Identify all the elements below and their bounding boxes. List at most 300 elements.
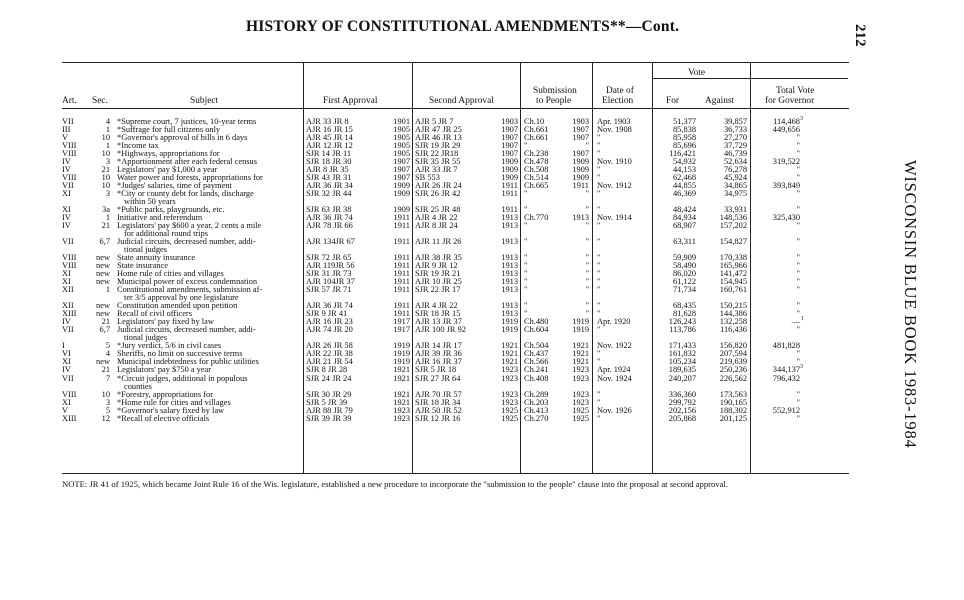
cell-sec: 3a bbox=[102, 205, 110, 215]
cell-fay: 1907 bbox=[393, 157, 410, 167]
cell-art: IV bbox=[62, 157, 71, 167]
footnote-marker: 3 bbox=[800, 116, 803, 122]
cell-fay: 1911 bbox=[393, 253, 410, 263]
cell-fa: SJR 32 JR 44 bbox=[306, 189, 352, 199]
cell-sa: AJR 16 JR 37 bbox=[415, 357, 462, 367]
cell-subject-cont: counties bbox=[124, 381, 152, 391]
cell-for: 205,868 bbox=[668, 413, 696, 423]
cell-for: 161,832 bbox=[668, 349, 696, 359]
header-total-1: Total Vote bbox=[776, 86, 815, 96]
cell-subject: *Suffrage for full citizens only bbox=[117, 125, 221, 135]
cell-for: 54,932 bbox=[672, 157, 696, 167]
cell-against: 27,270 bbox=[723, 133, 747, 143]
cell-subject: Sheriffs, no limit on successive terms bbox=[117, 349, 243, 359]
cell-suby: 1921 bbox=[572, 349, 589, 359]
cell-suby: " bbox=[585, 285, 589, 295]
cell-fa: AJR 16 JR 23 bbox=[306, 317, 353, 327]
cell-art: XI bbox=[62, 189, 71, 199]
cell-sec: 10 bbox=[101, 181, 110, 191]
cell-fa: SJR 63 JR 38 bbox=[306, 205, 352, 215]
cell-sec: 1 bbox=[105, 141, 110, 151]
cell-sub: Ch.770 bbox=[524, 213, 549, 223]
cell-for: 63,311 bbox=[673, 237, 696, 247]
cell-fay: 1905 bbox=[393, 149, 410, 159]
cell-fa: AJR 36 JR 34 bbox=[306, 181, 353, 191]
cell-against: 219,639 bbox=[719, 357, 747, 367]
cell-sec: 5 bbox=[105, 341, 110, 351]
cell-subject-cont: for additional round trips bbox=[124, 229, 208, 239]
cell-for: 61,122 bbox=[672, 277, 696, 287]
cell-art: VI bbox=[62, 349, 71, 359]
cell-art: XIII bbox=[62, 413, 77, 423]
cell-subject: *Home rule for cities and villages bbox=[117, 397, 231, 407]
cell-against: 188,302 bbox=[719, 405, 747, 415]
cell-for: 86,020 bbox=[672, 269, 696, 279]
cell-subject: Initiative and referendum bbox=[117, 213, 203, 223]
cell-subject: State annuity insurance bbox=[117, 253, 196, 263]
cell-art: VIII bbox=[62, 253, 77, 263]
cell-subject: Judicial circuits, decreased number, addi- bbox=[117, 237, 256, 247]
cell-fa: SJR 30 JR 29 bbox=[306, 389, 352, 399]
cell-say: 1909 bbox=[501, 157, 518, 167]
cell-for: 51,377 bbox=[672, 117, 696, 126]
cell-subject: Municipal indebtedness for public utilities bbox=[117, 357, 259, 367]
cell-total: " bbox=[796, 149, 800, 159]
cell-sub: " bbox=[524, 205, 528, 215]
cell-sub: Ch.270 bbox=[524, 413, 549, 423]
cell-for: 126,243 bbox=[668, 317, 696, 327]
cell-suby: 1925 bbox=[572, 413, 589, 423]
cell-fa: SJR 31 JR 73 bbox=[306, 269, 352, 279]
cell-date: Nov. 1908 bbox=[597, 125, 632, 135]
cell-sub: " bbox=[524, 141, 528, 151]
cell-say: 1913 bbox=[501, 213, 518, 223]
cell-say: 1923 bbox=[501, 365, 518, 375]
cell-suby: 1923 bbox=[572, 389, 589, 399]
cell-date: " bbox=[597, 357, 601, 367]
cell-total: 114,468 bbox=[773, 117, 800, 126]
cell-fay: 1911 bbox=[393, 213, 410, 223]
cell-sec: new bbox=[96, 309, 110, 319]
cell-date: " bbox=[597, 277, 601, 287]
cell-against: 36,733 bbox=[723, 125, 747, 135]
cell-total: " bbox=[796, 261, 800, 271]
cell-fay: 1909 bbox=[393, 205, 410, 215]
cell-date: " bbox=[597, 261, 601, 271]
cell-sec: 10 bbox=[101, 133, 110, 143]
cell-fa: AJR 74 JR 20 bbox=[306, 325, 353, 335]
cell-sa: SJR 12 JR 16 bbox=[415, 413, 461, 423]
cell-sa: AJR 50 JR 52 bbox=[415, 405, 462, 415]
cell-subject: *City or county debt for lands, discharge bbox=[117, 189, 254, 199]
cell-say: 1923 bbox=[501, 389, 518, 399]
header-against: Against bbox=[705, 96, 735, 106]
cell-fay: 1919 bbox=[393, 349, 410, 359]
cell-against: 34,975 bbox=[723, 189, 747, 199]
cell-sec: 21 bbox=[101, 317, 110, 327]
cell-date: " bbox=[597, 389, 601, 399]
cell-sub: " bbox=[524, 189, 528, 199]
cell-sub: " bbox=[524, 269, 528, 279]
cell-sub: Ch.10 bbox=[524, 117, 545, 126]
cell-for: 46,369 bbox=[672, 189, 696, 199]
cell-sub: Ch.408 bbox=[524, 373, 549, 383]
cell-say: 1909 bbox=[501, 165, 518, 175]
cell-date: Apr. 1920 bbox=[597, 317, 631, 327]
cell-sub: " bbox=[524, 277, 528, 287]
cell-art: V bbox=[62, 405, 69, 415]
cell-total: " bbox=[796, 189, 800, 199]
cell-sub: Ch.413 bbox=[524, 405, 549, 415]
cell-suby: 1911 bbox=[572, 181, 589, 191]
cell-for: 336,360 bbox=[668, 389, 696, 399]
cell-say: 1911 bbox=[501, 189, 518, 199]
cell-sa: AJR 8 JR 24 bbox=[415, 221, 458, 231]
cell-suby: " bbox=[585, 309, 589, 319]
cell-say: 1903 bbox=[501, 117, 518, 126]
cell-fa: AJR 78 JR 66 bbox=[306, 221, 353, 231]
cell-fay: 1921 bbox=[393, 397, 410, 407]
cell-date: " bbox=[597, 325, 601, 335]
cell-date: " bbox=[597, 133, 601, 143]
cell-subject: *Judges' salaries, time of payment bbox=[117, 181, 232, 191]
cell-total: — bbox=[791, 317, 800, 327]
cell-art: V bbox=[62, 133, 69, 143]
cell-fay: 1923 bbox=[393, 405, 410, 415]
cell-sa: AJR 46 JR 13 bbox=[415, 133, 462, 143]
cell-sa: SJR 22 JR18 bbox=[415, 149, 459, 159]
cell-subject: Municipal power of excess condemnation bbox=[117, 277, 258, 287]
cell-suby: 1907 bbox=[572, 125, 589, 135]
cell-against: 33,931 bbox=[723, 205, 747, 215]
cell-say: 1925 bbox=[501, 413, 518, 423]
cell-art: XI bbox=[62, 357, 71, 367]
cell-date: Apr. 1903 bbox=[597, 117, 631, 126]
cell-suby: 1907 bbox=[572, 133, 589, 143]
cell-sub: " bbox=[524, 309, 528, 319]
header-submission-2: to People bbox=[536, 96, 572, 106]
cell-fay: 1917 bbox=[393, 325, 410, 335]
cell-total: 796,432 bbox=[772, 373, 800, 383]
cell-subject-cont: tional judges bbox=[124, 245, 168, 255]
cell-suby: 1919 bbox=[572, 317, 589, 327]
cell-subject: *Governor's salary fixed by law bbox=[117, 405, 225, 415]
cell-fa: AJR 22 JR 38 bbox=[306, 349, 353, 359]
cell-art: VIII bbox=[62, 149, 77, 159]
cell-fay: 1923 bbox=[393, 413, 410, 423]
cell-sec: 6,7 bbox=[99, 325, 110, 335]
cell-art: IV bbox=[62, 165, 71, 175]
cell-subject: Water power and forests, appropriations for bbox=[117, 173, 263, 183]
cell-sec: 3 bbox=[105, 189, 110, 199]
cell-art: VII bbox=[62, 237, 74, 247]
cell-suby: " bbox=[585, 277, 589, 287]
cell-fay: 1911 bbox=[393, 309, 410, 319]
cell-total: " bbox=[796, 133, 800, 143]
cell-fay: 1919 bbox=[393, 341, 410, 351]
cell-date: " bbox=[597, 189, 601, 199]
cell-sub: " bbox=[524, 301, 528, 311]
cell-sa: AJR 14 JR 17 bbox=[415, 341, 462, 351]
page-title: HISTORY OF CONSTITUTIONAL AMENDMENTS**—Cont. bbox=[246, 18, 680, 35]
cell-date: Nov. 1922 bbox=[597, 341, 632, 351]
cell-say: 1913 bbox=[501, 301, 518, 311]
cell-fa: AJR 26 JR 58 bbox=[306, 341, 353, 351]
cell-against: 201,125 bbox=[719, 413, 747, 423]
cell-fay: 1911 bbox=[393, 237, 410, 247]
cell-total: " bbox=[796, 141, 800, 151]
header-submission-1: Submission bbox=[533, 86, 577, 96]
cell-subject: Home rule of cities and villages bbox=[117, 269, 224, 279]
cell-sa: AJR 4 JR 22 bbox=[415, 301, 458, 311]
cell-against: 141,472 bbox=[719, 269, 747, 279]
cell-total: 344,137 bbox=[772, 365, 800, 375]
cell-art: IV bbox=[62, 221, 71, 231]
cell-fa: AJR 88 JR 79 bbox=[306, 405, 353, 415]
cell-say: 1909 bbox=[501, 173, 518, 183]
cell-sub: Ch.238 bbox=[524, 149, 549, 159]
cell-date: " bbox=[597, 301, 601, 311]
cell-total: " bbox=[796, 285, 800, 295]
cell-sub: Ch.661 bbox=[524, 133, 549, 143]
cell-sec: 7 bbox=[105, 373, 110, 383]
cell-fa: AJR 36 JR 74 bbox=[306, 301, 353, 311]
cell-sa: AJR 26 JR 24 bbox=[415, 181, 462, 191]
cell-sec: 3 bbox=[105, 157, 110, 167]
cell-against: 46,739 bbox=[723, 149, 747, 159]
cell-date: Nov. 1914 bbox=[597, 213, 632, 223]
cell-fay: 1911 bbox=[393, 301, 410, 311]
cell-against: 157,202 bbox=[719, 221, 747, 231]
cell-sub: Ch.480 bbox=[524, 317, 549, 327]
cell-sa: SJR 18 JR 15 bbox=[415, 309, 461, 319]
cell-fa: SJR 39 JR 39 bbox=[306, 413, 352, 423]
cell-sa: AJR 70 JR 57 bbox=[415, 389, 462, 399]
cell-art: XI bbox=[62, 277, 71, 287]
cell-subject: Legislators' pay $1,000 a year bbox=[117, 165, 218, 175]
cell-against: 76,278 bbox=[723, 165, 747, 175]
cell-sec: 21 bbox=[101, 221, 110, 231]
cell-sec: new bbox=[96, 253, 110, 263]
cell-against: 165,966 bbox=[719, 261, 747, 271]
cell-art: VII bbox=[62, 117, 74, 126]
header-vote: Vote bbox=[688, 68, 706, 78]
cell-against: 154,827 bbox=[719, 237, 747, 247]
cell-art: IV bbox=[62, 365, 71, 375]
cell-total: " bbox=[796, 325, 800, 335]
cell-total: " bbox=[796, 301, 800, 311]
cell-subject: Constitution amended upon petition bbox=[117, 301, 238, 311]
cell-against: 132,258 bbox=[719, 317, 747, 327]
cell-subject: *Jury verdict, 5/6 in civil cases bbox=[117, 341, 222, 351]
cell-for: 85,838 bbox=[672, 125, 696, 135]
page-number: 212 bbox=[852, 24, 868, 47]
cell-total: " bbox=[796, 397, 800, 407]
cell-against: 173,563 bbox=[719, 389, 747, 399]
cell-subject-cont: ter 3/5 approval by one legislature bbox=[124, 293, 239, 303]
cell-date: " bbox=[597, 149, 601, 159]
cell-sub: Ch.437 bbox=[524, 349, 549, 359]
cell-date: " bbox=[597, 173, 601, 183]
cell-say: 1923 bbox=[501, 373, 518, 383]
cell-sub: Ch.566 bbox=[524, 357, 549, 367]
cell-sec: 3 bbox=[105, 397, 110, 407]
cell-fay: 1911 bbox=[393, 277, 410, 287]
cell-total: 393,849 bbox=[772, 181, 800, 191]
cell-suby: 1907 bbox=[572, 149, 589, 159]
cell-total: " bbox=[796, 205, 800, 215]
cell-fa: AJR 33 JR 8 bbox=[306, 117, 349, 126]
cell-say: 1913 bbox=[501, 277, 518, 287]
cell-date: Nov. 1912 bbox=[597, 181, 632, 191]
cell-sec: 10 bbox=[101, 149, 110, 159]
cell-sub: Ch.604 bbox=[524, 325, 549, 335]
cell-total: " bbox=[796, 237, 800, 247]
cell-against: 154,945 bbox=[719, 277, 747, 287]
cell-suby: 1919 bbox=[572, 325, 589, 335]
cell-sec: new bbox=[96, 277, 110, 287]
header-total-2: for Governor bbox=[765, 96, 815, 106]
cell-fa: SJR 8 JR 28 bbox=[306, 365, 348, 375]
cell-sa: AJR 33 JR 7 bbox=[415, 165, 458, 175]
cell-fa: AJR 119JR 56 bbox=[306, 261, 355, 271]
cell-fay: 1921 bbox=[393, 373, 410, 383]
cell-sub: Ch.514 bbox=[524, 173, 549, 183]
footnote-marker: 3 bbox=[800, 364, 803, 371]
cell-say: 1907 bbox=[501, 149, 518, 159]
header-date-1: Date of bbox=[606, 86, 634, 96]
cell-sec: 4 bbox=[105, 349, 110, 359]
cell-subject: Recall of civil officers bbox=[117, 309, 192, 319]
cell-art: IV bbox=[62, 213, 71, 223]
cell-date: Apr. 1924 bbox=[597, 365, 631, 375]
cell-subject: *Governor's approval of bills in 6 days bbox=[117, 133, 248, 143]
cell-total: " bbox=[796, 221, 800, 231]
cell-against: 170,338 bbox=[719, 253, 747, 263]
cell-sa: SJR 25 JR 48 bbox=[415, 205, 461, 215]
running-side-heading: WISCONSIN BLUE BOOK 1983-1984 bbox=[901, 160, 920, 449]
cell-sa: SJR 18 JR 34 bbox=[415, 397, 461, 407]
cell-subject: Constitutional amendments, submission af- bbox=[117, 285, 263, 295]
cell-sec: 4 bbox=[105, 117, 110, 126]
cell-fa: AJR 134JR 67 bbox=[306, 237, 355, 247]
cell-total: " bbox=[796, 413, 800, 423]
cell-date: " bbox=[597, 165, 601, 175]
cell-subject: *Income tax bbox=[117, 141, 159, 151]
cell-date: " bbox=[597, 205, 601, 215]
cell-sa: AJR 39 JR 36 bbox=[415, 349, 462, 359]
cell-against: 144,386 bbox=[719, 309, 747, 319]
cell-suby: " bbox=[585, 205, 589, 215]
header-second-approval: Second Approval bbox=[429, 96, 494, 106]
cell-subject: Judicial circuits, decreased number, addi- bbox=[117, 325, 256, 335]
cell-say: 1921 bbox=[501, 341, 518, 351]
cell-art: XI bbox=[62, 205, 71, 215]
cell-art: VII bbox=[62, 373, 74, 383]
cell-for: 85,958 bbox=[672, 133, 696, 143]
cell-sa: SJR 19 JR 21 bbox=[415, 269, 461, 279]
cell-for: 44,855 bbox=[672, 181, 696, 191]
cell-sub: Ch.289 bbox=[524, 389, 549, 399]
cell-for: 71,734 bbox=[672, 285, 696, 295]
cell-against: 150,215 bbox=[719, 301, 747, 311]
cell-fa: AJR 45 JR 14 bbox=[306, 133, 353, 143]
cell-fay: 1911 bbox=[393, 221, 410, 231]
cell-suby: 1923 bbox=[572, 397, 589, 407]
cell-sub: Ch.203 bbox=[524, 397, 549, 407]
cell-suby: 1921 bbox=[572, 341, 589, 351]
cell-fa: SJR 24 JR 24 bbox=[306, 373, 352, 383]
cell-sub: " bbox=[524, 261, 528, 271]
cell-suby: 1913 bbox=[572, 213, 589, 223]
cell-subject: *Circuit judges, additional in populous bbox=[117, 373, 248, 383]
cell-art: VIII bbox=[62, 389, 77, 399]
cell-sa: SJR 19 JR 29 bbox=[415, 141, 461, 151]
cell-for: 240,207 bbox=[668, 373, 696, 383]
cell-for: 189,635 bbox=[668, 365, 696, 375]
cell-say: 1913 bbox=[501, 269, 518, 279]
cell-suby: " bbox=[585, 269, 589, 279]
cell-against: 39,857 bbox=[723, 117, 747, 126]
cell-against: 148,536 bbox=[719, 213, 747, 223]
cell-subject: *Public parks, playgrounds, etc. bbox=[117, 205, 225, 215]
cell-sec: new bbox=[96, 301, 110, 311]
cell-sec: 10 bbox=[101, 173, 110, 183]
cell-against: 207,594 bbox=[719, 349, 747, 359]
cell-art: I bbox=[62, 341, 65, 351]
cell-art: IV bbox=[62, 317, 71, 327]
cell-fay: 1905 bbox=[393, 133, 410, 143]
cell-say: 1913 bbox=[501, 309, 518, 319]
cell-sa: SJR 26 JR 42 bbox=[415, 189, 461, 199]
cell-sa: AJR 10 JR 25 bbox=[415, 277, 462, 287]
cell-suby: 1923 bbox=[572, 365, 589, 375]
header-subject: Subject bbox=[190, 96, 219, 106]
cell-suby: " bbox=[585, 141, 589, 151]
cell-sa: SJR 35 JR 55 bbox=[415, 157, 461, 167]
cell-fay: 1907 bbox=[393, 173, 410, 183]
cell-fa: AJR 104JR 37 bbox=[306, 277, 355, 287]
cell-subject: Legislators' pay $600 a year, 2 cents a mile bbox=[117, 221, 262, 231]
cell-for: 68,907 bbox=[672, 221, 696, 231]
cell-total: " bbox=[796, 357, 800, 367]
cell-fa: SJR 9 JR 41 bbox=[306, 309, 348, 319]
cell-date: " bbox=[597, 253, 601, 263]
cell-fay: 1909 bbox=[393, 181, 410, 191]
cell-sec: new bbox=[96, 261, 110, 271]
cell-sec: 5 bbox=[105, 405, 110, 415]
cell-sub: Ch.508 bbox=[524, 165, 549, 175]
cell-subject: *Recall of elective officials bbox=[117, 413, 210, 423]
footnote: NOTE: JR 41 of 1925, which became Joint Rule 16 of the Wis. legislature, established a new procedure to incorporate the "submission to the people" clause into the proposal at second approval. bbox=[62, 479, 728, 489]
cell-for: 62,468 bbox=[672, 173, 696, 183]
cell-fay: 1909 bbox=[393, 189, 410, 199]
cell-suby: 1909 bbox=[572, 157, 589, 167]
cell-say: 1923 bbox=[501, 397, 518, 407]
header-for: For bbox=[666, 96, 680, 106]
cell-total: " bbox=[796, 277, 800, 287]
cell-fay: 1919 bbox=[393, 357, 410, 367]
cell-against: 156,820 bbox=[719, 341, 747, 351]
cell-sa: AJR 13 JR 37 bbox=[415, 317, 462, 327]
cell-total: 325,430 bbox=[772, 213, 800, 223]
cell-art: XII bbox=[62, 301, 74, 311]
header-sec: Sec. bbox=[92, 96, 108, 106]
cell-say: 1925 bbox=[501, 405, 518, 415]
cell-art: XII bbox=[62, 285, 74, 295]
cell-sub: Ch.241 bbox=[524, 365, 549, 375]
cell-art: VIII bbox=[62, 261, 77, 271]
